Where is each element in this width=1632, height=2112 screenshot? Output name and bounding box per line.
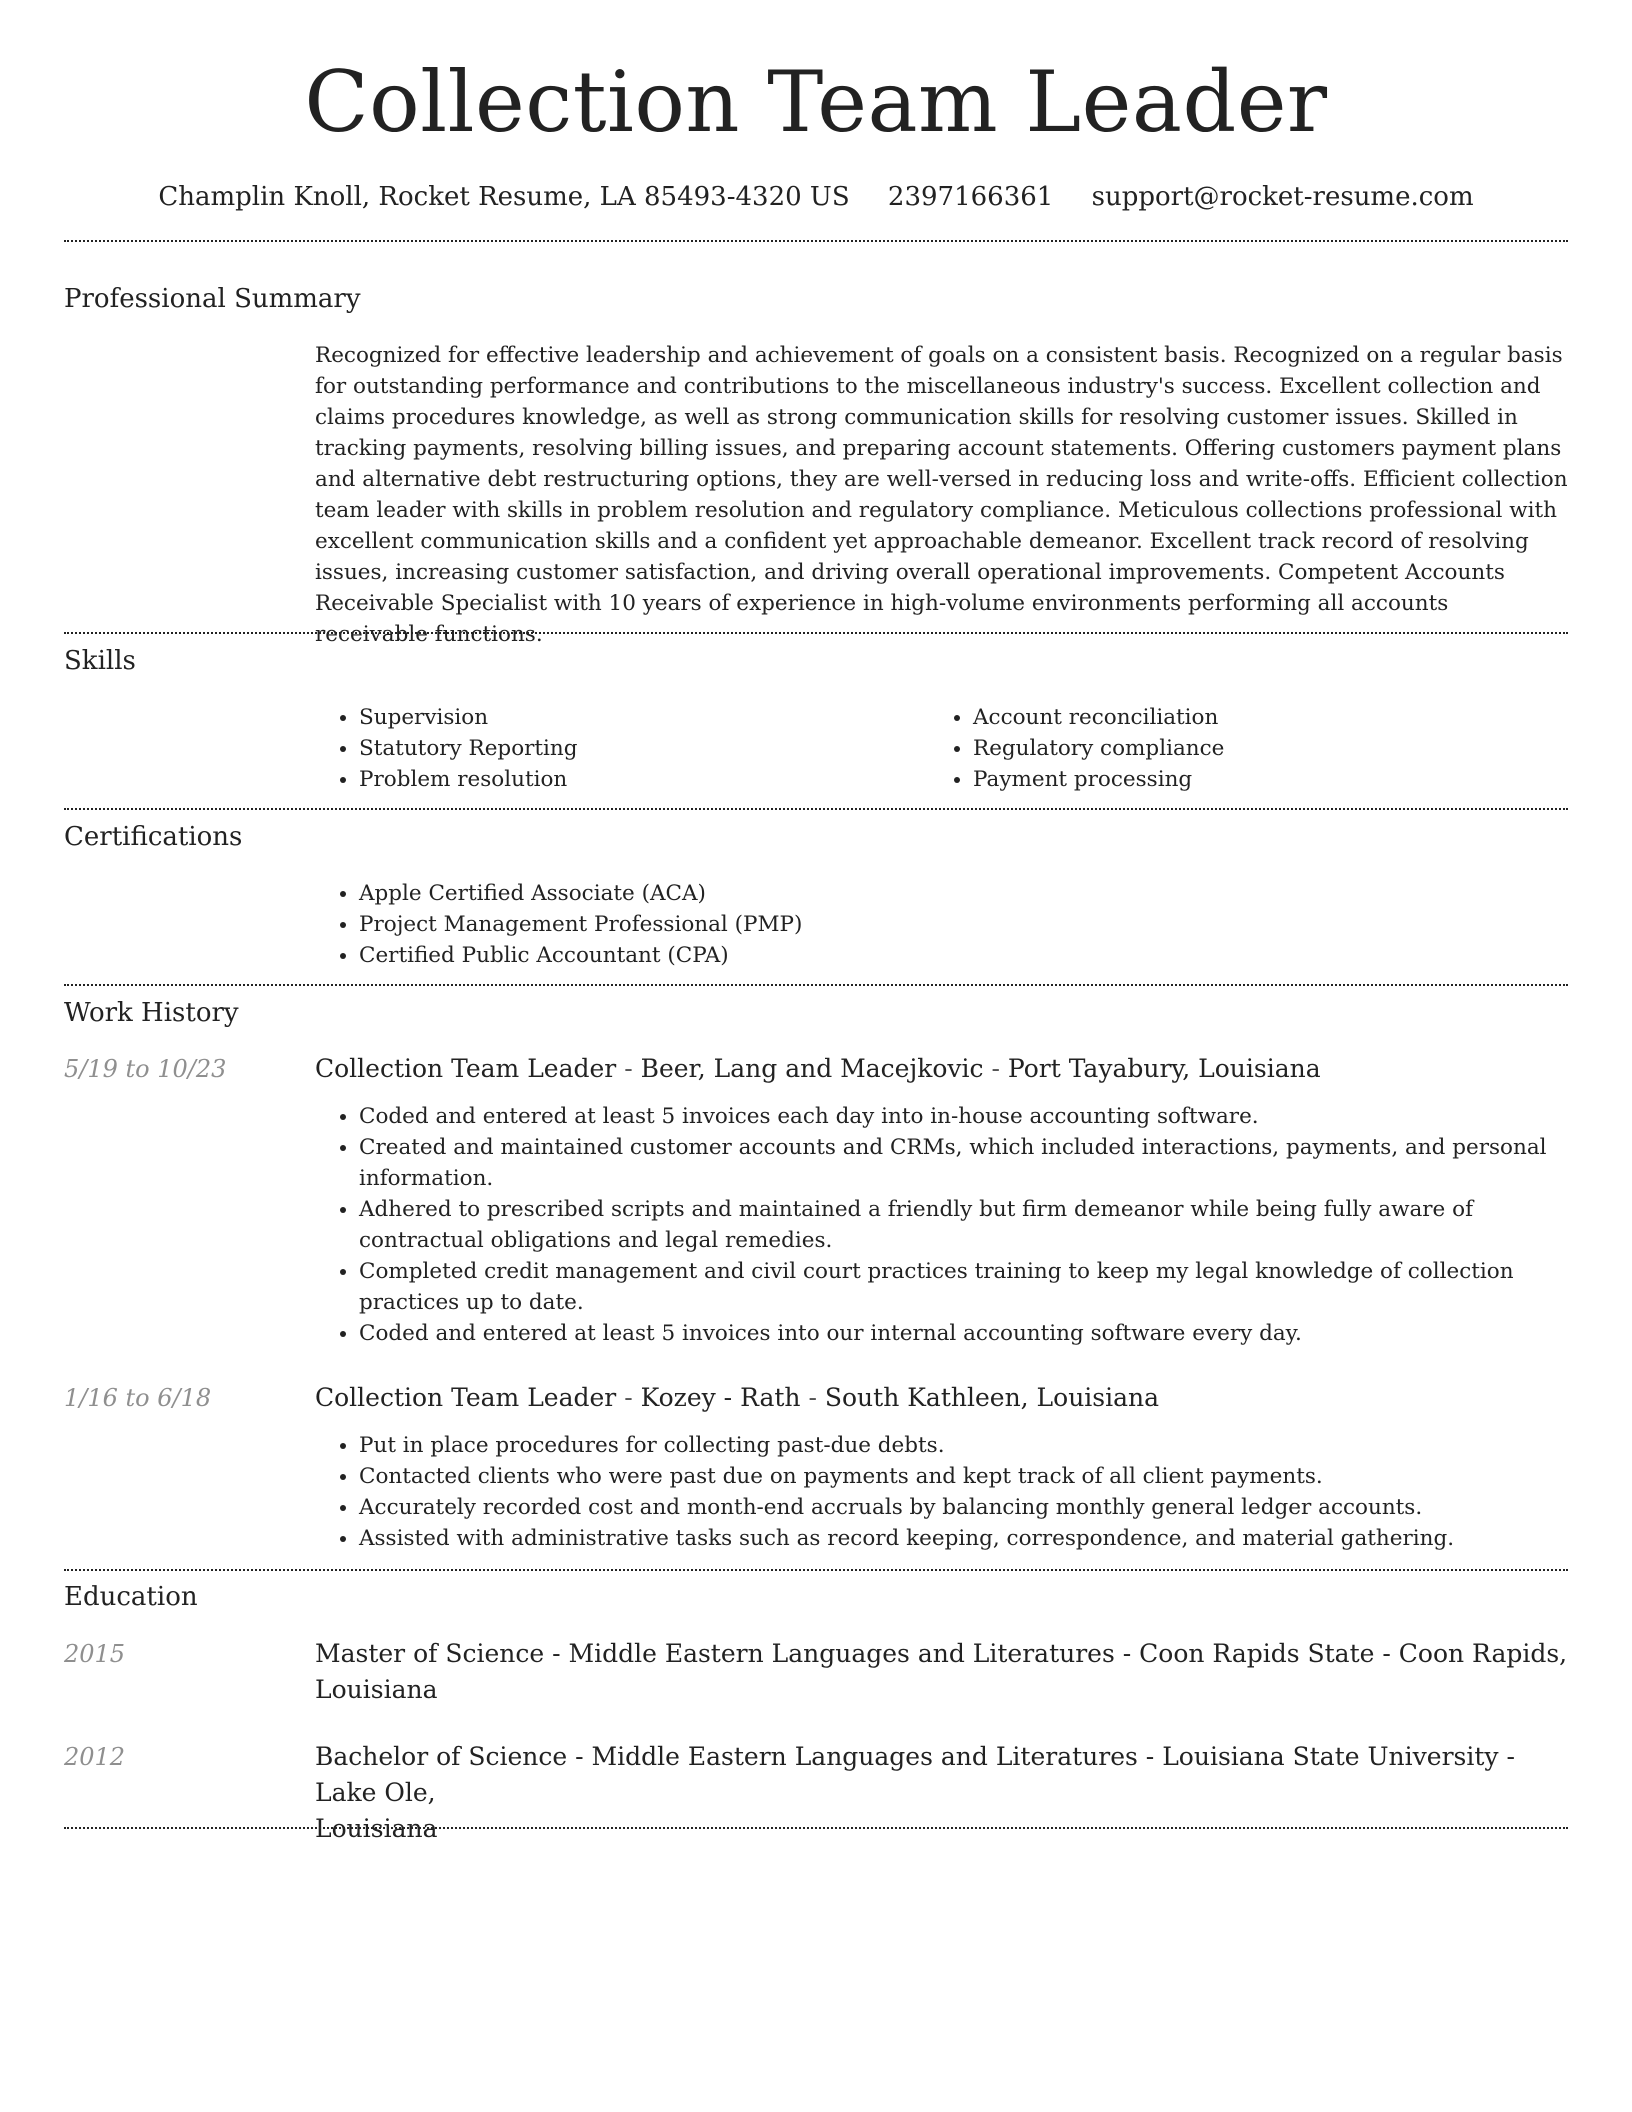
- job-bullet: • Coded and entered at least 5 invoices into our internal accounting software every day.: [359, 1318, 1568, 1349]
- separator: -: [800, 1383, 825, 1412]
- job-bullet: • Assisted with administrative tasks such as record keeping, correspondence, and material gathering.: [359, 1523, 1568, 1554]
- job-title-line: [315, 1051, 1568, 1087]
- contact-address: Champlin Knoll, Rocket Resume, LA 85493-4320 US: [158, 182, 850, 212]
- summary-text: Recognized for effective leadership and achievement of goals on a consistent basis. Recognized on a regular basis for outstanding performance and contributions to the miscellaneous industry's success. Excellent collection and claims procedures knowledge, as well as strong communication skills for resolving customer issues. Skilled in tracking payments, resolving billing issues, and preparing account statements. Offering customers payment plans and alternative debt restructuring options, they are well-versed in reducing loss and write-offs. Efficient collection team leader with skills in problem resolution and regulatory compliance. Meticulous collections professional with excellent communication skills and a confident yet approachable demeanor. Excellent track record of resolving issues, increasing customer satisfaction, and driving overall operational improvements. Competent Accounts Receivable Specialist with 10 years of experience in high-volume environments performing all accounts receivable functions.: [315, 343, 1568, 647]
- separator: -: [983, 1054, 1008, 1083]
- job-bullets: [315, 1101, 1568, 1349]
- resume-header: [0, 0, 1632, 214]
- education-heading: Education: [64, 1582, 198, 1612]
- skill-item: • Account reconciliation: [973, 702, 1543, 733]
- contact-phone: 2397166361: [887, 182, 1054, 212]
- separator: -: [616, 1054, 641, 1083]
- education-line: Master of Science - Middle Eastern Languages and Literatures - Coon Rapids State - Coon Rapids,: [315, 1639, 1568, 1668]
- education-line: Louisiana: [315, 1675, 438, 1704]
- skill-item: • Regulatory compliance: [973, 733, 1543, 764]
- job-location: Port Tayabury, Louisiana: [1007, 1054, 1321, 1083]
- education-entry: [315, 1739, 1568, 1847]
- education-entry: [315, 1636, 1568, 1708]
- job-bullet: • Created and maintained customer accounts and CRMs, which included interactions, payments, and personal information.: [359, 1132, 1568, 1194]
- skill-item: • Supervision: [359, 702, 929, 733]
- skill-item: • Problem resolution: [359, 764, 929, 795]
- certification-item: • Project Management Professional (PMP): [359, 909, 1568, 940]
- divider: [64, 240, 1568, 242]
- contact-line: [0, 180, 1632, 214]
- divider: [64, 632, 1568, 634]
- education-year: 2015: [64, 1640, 126, 1668]
- job-title-line: [315, 1380, 1568, 1416]
- education-line: Louisiana: [315, 1814, 438, 1843]
- certifications-list: [315, 878, 1568, 971]
- work-history-heading: Work History: [64, 998, 239, 1028]
- job-company: Beer, Lang and Macejkovic: [640, 1054, 984, 1083]
- skill-item: • Statutory Reporting: [359, 733, 929, 764]
- certification-item: • Certified Public Accountant (CPA): [359, 940, 1568, 971]
- job-bullet: • Contacted clients who were past due on payments and kept track of all client payments.: [359, 1461, 1568, 1492]
- divider: [64, 984, 1568, 986]
- education-year: 2012: [64, 1743, 126, 1771]
- resume-name: Collection Team Leader: [304, 53, 1328, 151]
- job-role: Collection Team Leader: [315, 1054, 617, 1083]
- education-line: Bachelor of Science - Middle Eastern Languages and Literatures - Louisiana State University - Lake Ole,: [315, 1742, 1515, 1807]
- job-dates: 5/19 to 10/23: [64, 1055, 227, 1083]
- job-bullets: [315, 1430, 1568, 1554]
- job-dates: 1/16 to 6/18: [64, 1384, 212, 1412]
- certifications-heading: Certifications: [64, 822, 243, 852]
- divider: [64, 1827, 1568, 1829]
- certification-item: • Apple Certified Associate (ACA): [359, 878, 1568, 909]
- job-bullet: • Coded and entered at least 5 invoices each day into in-house accounting software.: [359, 1101, 1568, 1132]
- divider: [64, 1569, 1568, 1571]
- contact-email[interactable]: support@rocket-resume.com: [1091, 182, 1474, 212]
- skills-heading: Skills: [64, 646, 136, 676]
- skills-column-left: [315, 702, 929, 795]
- job-bullet: • Accurately recorded cost and month-end accruals by balancing monthly general ledger accounts.: [359, 1492, 1568, 1523]
- job-bullet: • Put in place procedures for collecting past-due debts.: [359, 1430, 1568, 1461]
- job-bullet: • Adhered to prescribed scripts and maintained a friendly but firm demeanor while being fully aware of contractual obligations and legal remedies.: [359, 1194, 1568, 1256]
- summary-heading: Professional Summary: [64, 284, 361, 314]
- job-role: Collection Team Leader: [315, 1383, 617, 1412]
- separator: -: [616, 1383, 641, 1412]
- divider: [64, 808, 1568, 810]
- job-bullet: • Completed credit management and civil court practices training to keep my legal knowledge of collection practices up to date.: [359, 1256, 1568, 1318]
- skills-column-right: [929, 702, 1543, 795]
- skills-grid: [315, 702, 1568, 795]
- job-company: Kozey - Rath: [640, 1383, 801, 1412]
- job-location: South Kathleen, Louisiana: [824, 1383, 1160, 1412]
- skill-item: • Payment processing: [973, 764, 1543, 795]
